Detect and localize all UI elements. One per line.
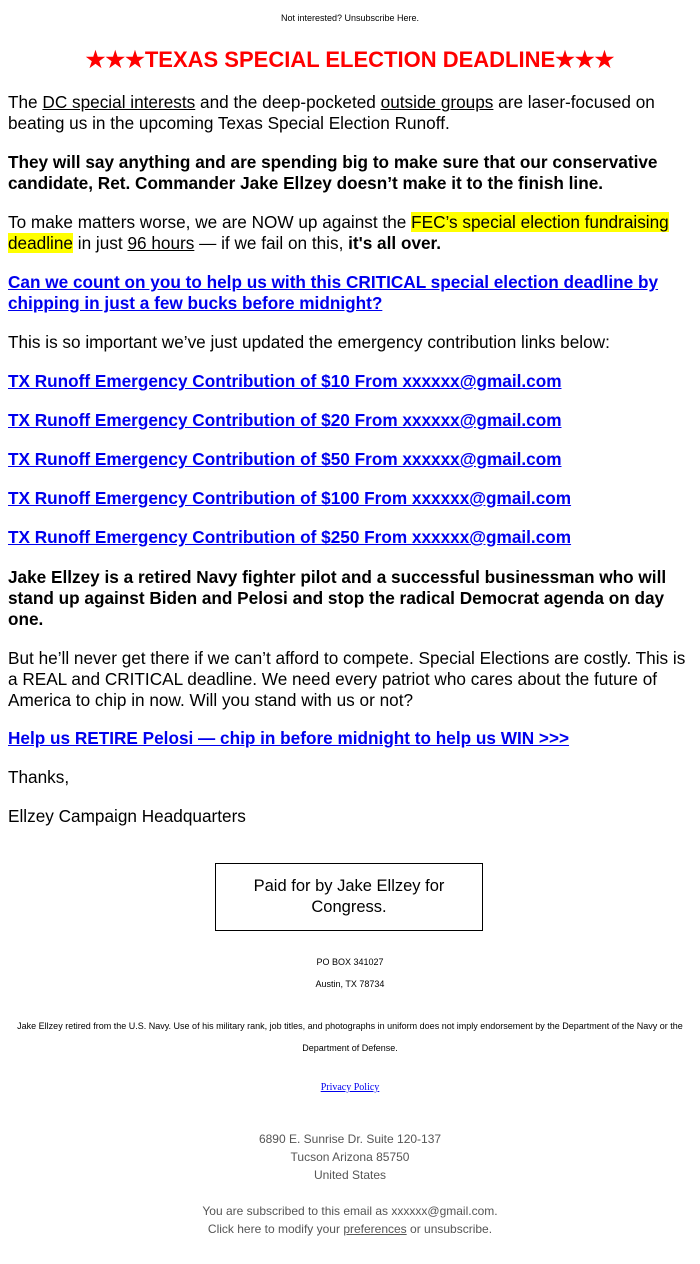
contribution-row [8,527,693,548]
contribution-link-20[interactable]: TX Runoff Emergency Contribution of $20 From xxxxxx@gmail.com [8,410,562,430]
mailing-address-line-2: Tucson Arizona 85750 [290,1150,410,1164]
po-box: PO BOX 341027 [316,957,384,967]
signoff: Ellzey Campaign Headquarters [8,806,246,826]
cta-paragraph-1 [8,272,693,314]
preferences-link[interactable]: preferences [343,1222,407,1236]
contribution-row [8,449,693,470]
appeal-paragraph: But he’ll never get there if we can’t afford to compete. Special Elections are costly. This is a REAL and CRITICAL deadline. We need every patriot who cares about the future of America to chip in now. Will you stand with us or not? [8,648,686,710]
highlighted-deadline: FEC’s special election fundraising deadline [8,212,669,253]
contribution-row [8,410,693,431]
privacy-row [0,1082,700,1093]
outside-groups-link[interactable]: outside groups [380,92,494,112]
contribution-link-10[interactable]: TX Runoff Emergency Contribution of $10 From xxxxxx@gmail.com [8,371,562,391]
headline: ★★★TEXAS SPECIAL ELECTION DEADLINE★★★ [85,47,615,72]
contribution-row [8,371,693,392]
mailing-address-line-1: 6890 E. Sunrise Dr. Suite 120-137 [258,1132,442,1146]
contribution-link-50[interactable]: TX Runoff Emergency Contribution of $50 From xxxxxx@gmail.com [8,449,562,469]
bio-paragraph: Jake Ellzey is a retired Navy fighter pilot and a successful businessman who will stand up against Biden and Pelosi and stop the radical Democrat agenda on day one. [8,567,667,629]
cta-paragraph-2 [8,728,693,749]
preferences-row: Click here to modify your preferences or unsubscribe. [207,1222,493,1236]
96-hours-link[interactable]: 96 hours [127,233,195,253]
cta-link-critical-deadline[interactable]: Can we count on you to help us with this CRITICAL special election deadline by chipping in just a few bucks before midnight? [8,272,659,313]
cta-link-retire-pelosi[interactable]: Help us RETIRE Pelosi — chip in before midnight to help us WIN >>> [8,728,570,748]
subscription-notice: You are subscribed to this email as xxxxxx@gmail.com. [202,1204,498,1218]
contribution-link-100[interactable]: TX Runoff Emergency Contribution of $100 From xxxxxx@gmail.com [8,488,572,508]
navy-disclaimer: Jake Ellzey retired from the U.S. Navy. Use of his military rank, job titles, and photographs in uniform does not imply endorsement by the Department of the Navy or the Department of Defense. [17,1021,683,1053]
bold-paragraph: They will say anything and are spending big to make sure that our conservative candidate, Ret. Commander Jake Ellzey doesn’t make it to the finish line. [8,152,658,193]
thanks: Thanks, [8,767,70,787]
unsubscribe-link[interactable]: Not interested? Unsubscribe Here. [280,13,420,23]
po-city: Austin, TX 78734 [315,979,385,989]
deadline-paragraph: To make matters worse, we are NOW up against the FEC’s special election fundraising deadline in just 96 hours — if we fail on this, it's all over. [8,212,669,253]
links-intro: This is so important we’ve just updated the emergency contribution links below: [8,332,610,352]
paid-for-text: Paid for by Jake Ellzey for Congress. [253,877,445,916]
intro-paragraph: The DC special interests and the deep-pocketed outside groups are laser-focused on beating us in the upcoming Texas Special Election Runoff. [8,92,655,133]
dc-special-interests-link[interactable]: DC special interests [42,92,196,112]
contribution-row [8,488,693,509]
privacy-policy-link[interactable]: Privacy Policy [320,1082,380,1093]
mailing-address-line-3: United States [313,1168,387,1182]
paid-for-box [215,863,483,931]
contribution-link-250[interactable]: TX Runoff Emergency Contribution of $250 From xxxxxx@gmail.com [8,527,572,547]
